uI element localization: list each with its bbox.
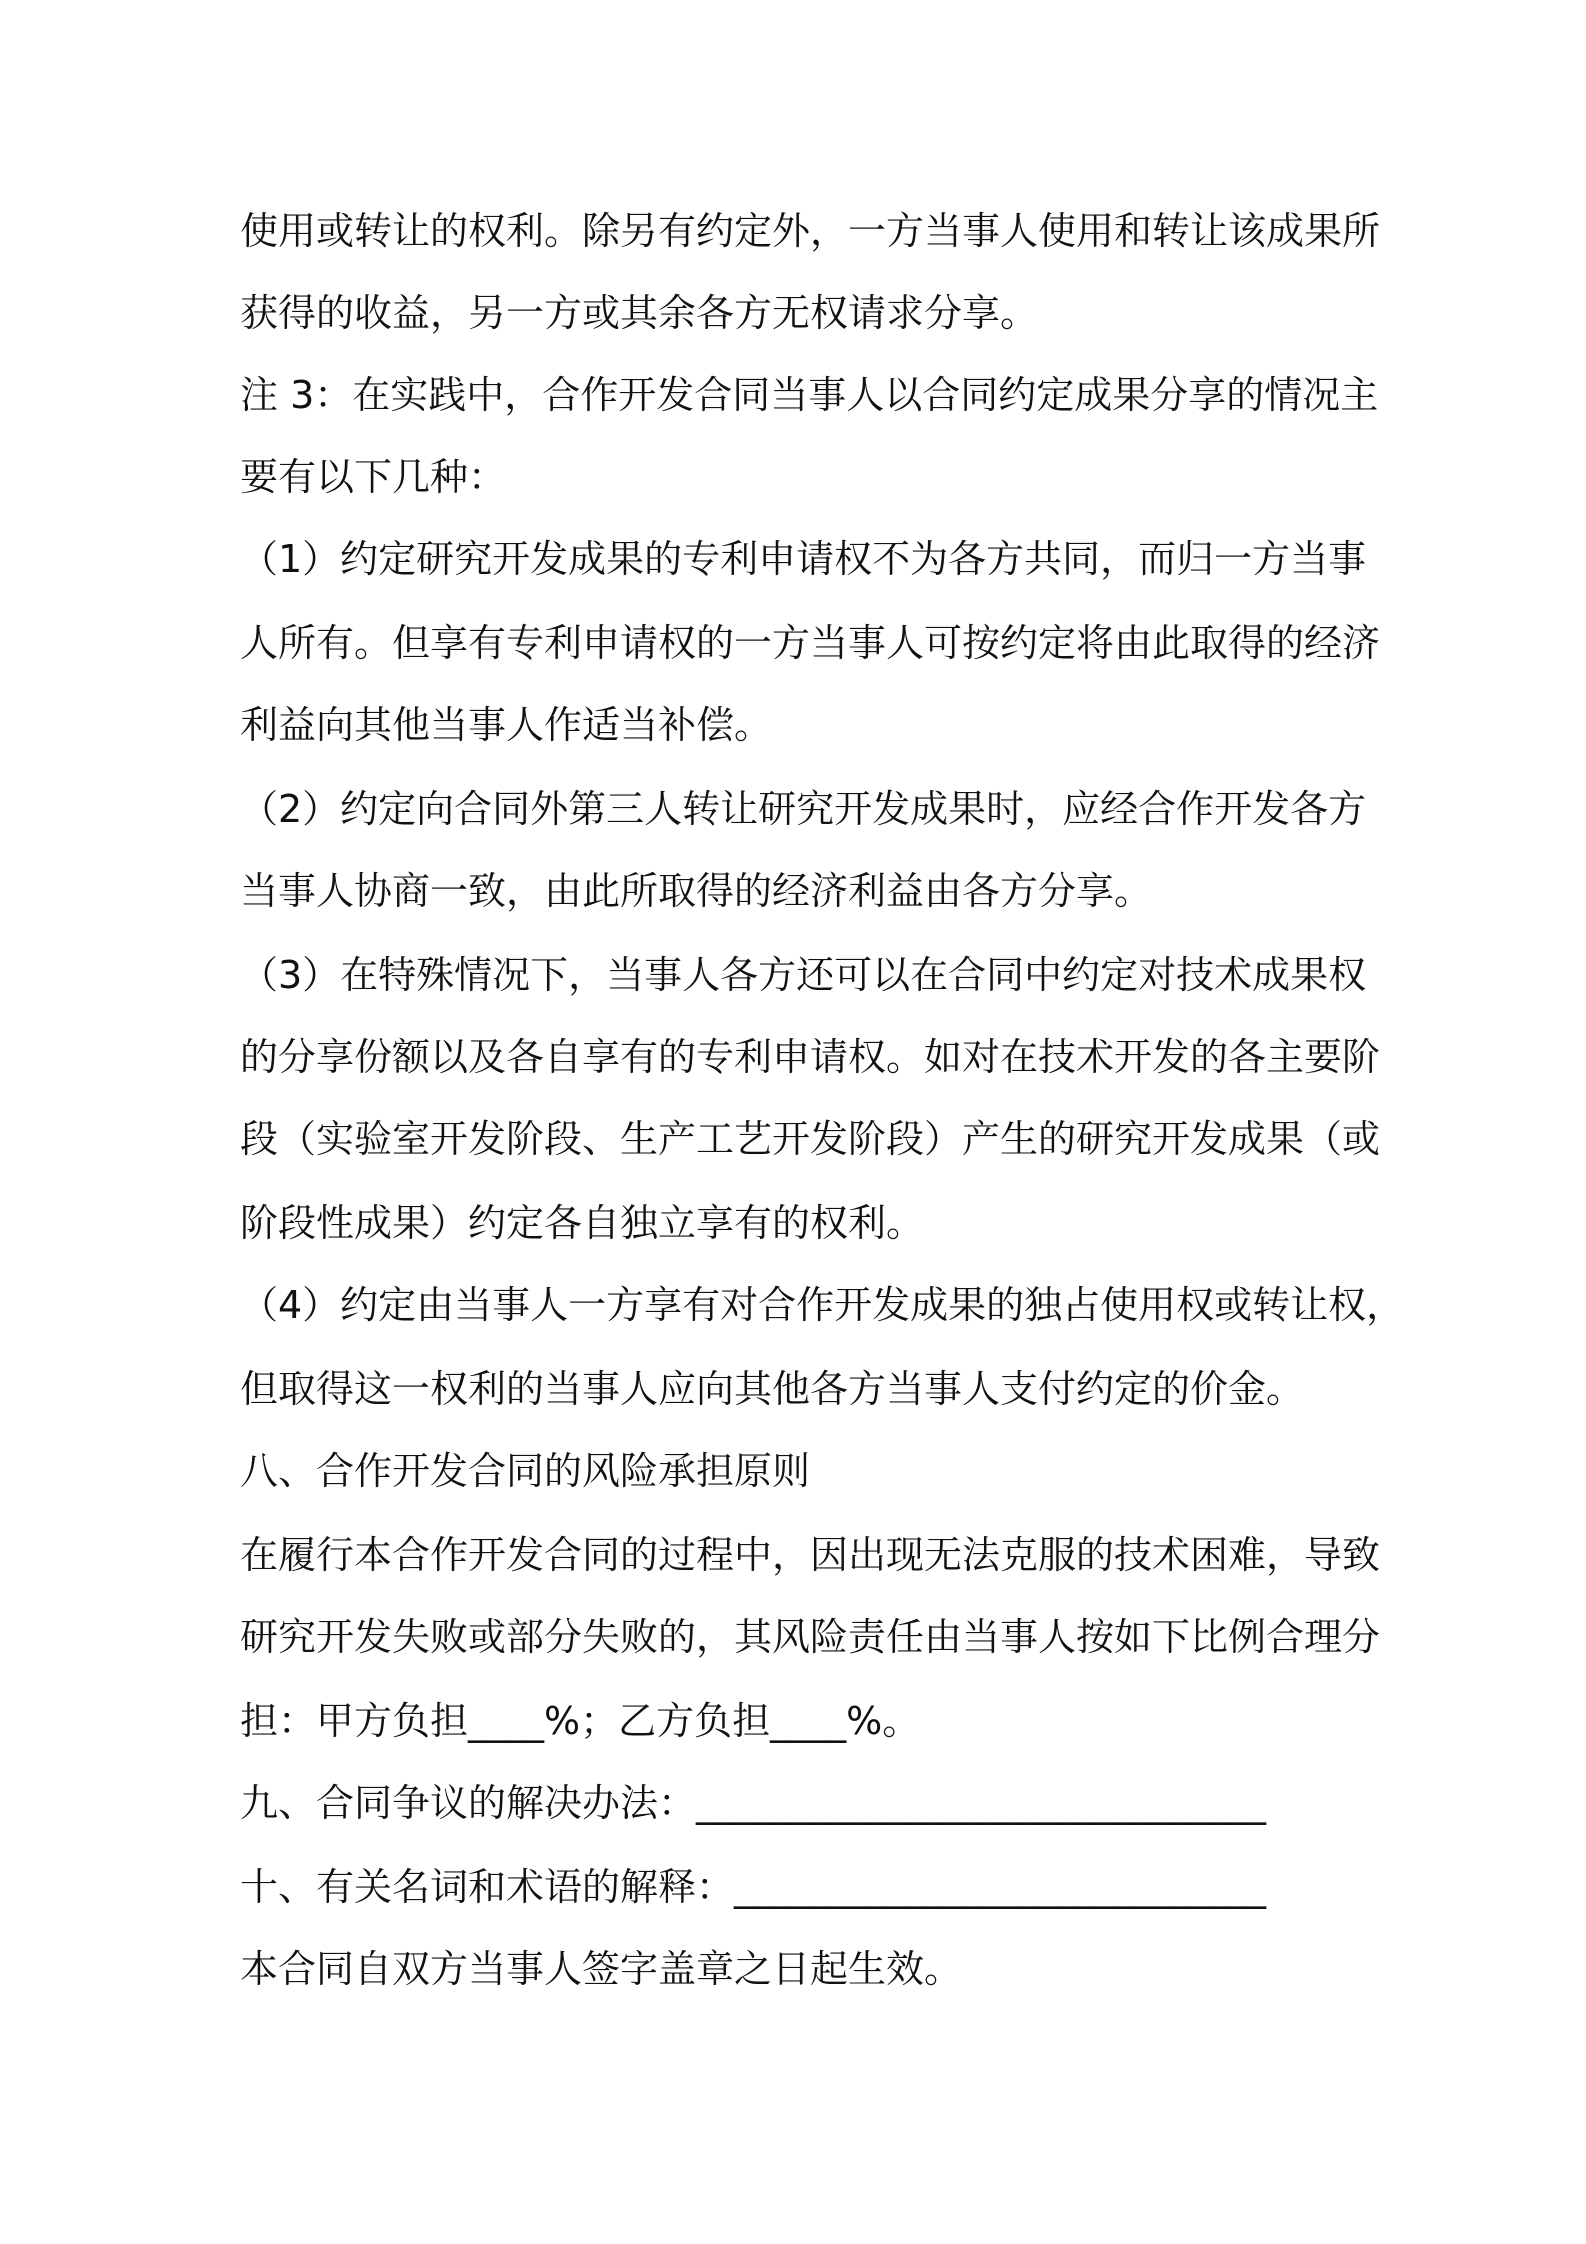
section-heading: 十、有关名词和术语的解释：____________________________ [240,1865,1267,1909]
text-line: 研究开发失败或部分失败的，其风险责任由当事人按如下比例合理分 [240,1615,1381,1659]
text-line: （4）约定由当事人一方享有对合作开发成果的独占使用权或转让权， [240,1283,1405,1327]
text-line: 人所有。但享有专利申请权的一方当事人可按约定将由此取得的经济 [240,621,1381,665]
text-line: 获得的收益，另一方或其余各方无权请求分享。 [240,291,1039,335]
text-line: 的分享份额以及各自享有的专利申请权。如对在技术开发的各主要阶 [240,1035,1381,1079]
text-line: 使用或转让的权利。除另有约定外，一方当事人使用和转让该成果所 [240,209,1381,253]
text-line: 担：甲方负担____%；乙方负担____%。 [240,1699,921,1743]
section-heading: 九、合同争议的解决办法：______________________________ [240,1781,1267,1825]
section-heading: 八、合作开发合同的风险承担原则 [240,1449,811,1493]
text-line: （3）在特殊情况下，当事人各方还可以在合同中约定对技术成果权 [240,953,1367,997]
text-line: （2）约定向合同外第三人转让研究开发成果时，应经合作开发各方 [240,787,1367,831]
text-line: （1）约定研究开发成果的专利申请权不为各方共同，而归一方当事 [240,537,1367,581]
text-line: 段（实验室开发阶段、生产工艺开发阶段）产生的研究开发成果（或 [240,1117,1381,1161]
text-line: 注 3：在实践中，合作开发合同当事人以合同约定成果分享的情况主 [240,373,1379,417]
text-line: 在履行本合作开发合同的过程中，因出现无法克服的技术困难，导致 [240,1533,1381,1577]
text-line: 但取得这一权利的当事人应向其他各方当事人支付约定的价金。 [240,1367,1305,1411]
text-line: 要有以下几种： [240,455,507,499]
text-line: 本合同自双方当事人签字盖章之日起生效。 [240,1947,963,1991]
text-line: 阶段性成果）约定各自独立享有的权利。 [240,1201,925,1245]
text-line: 当事人协商一致，由此所取得的经济利益由各方分享。 [240,869,1153,913]
text-line: 利益向其他当事人作适当补偿。 [240,703,773,747]
